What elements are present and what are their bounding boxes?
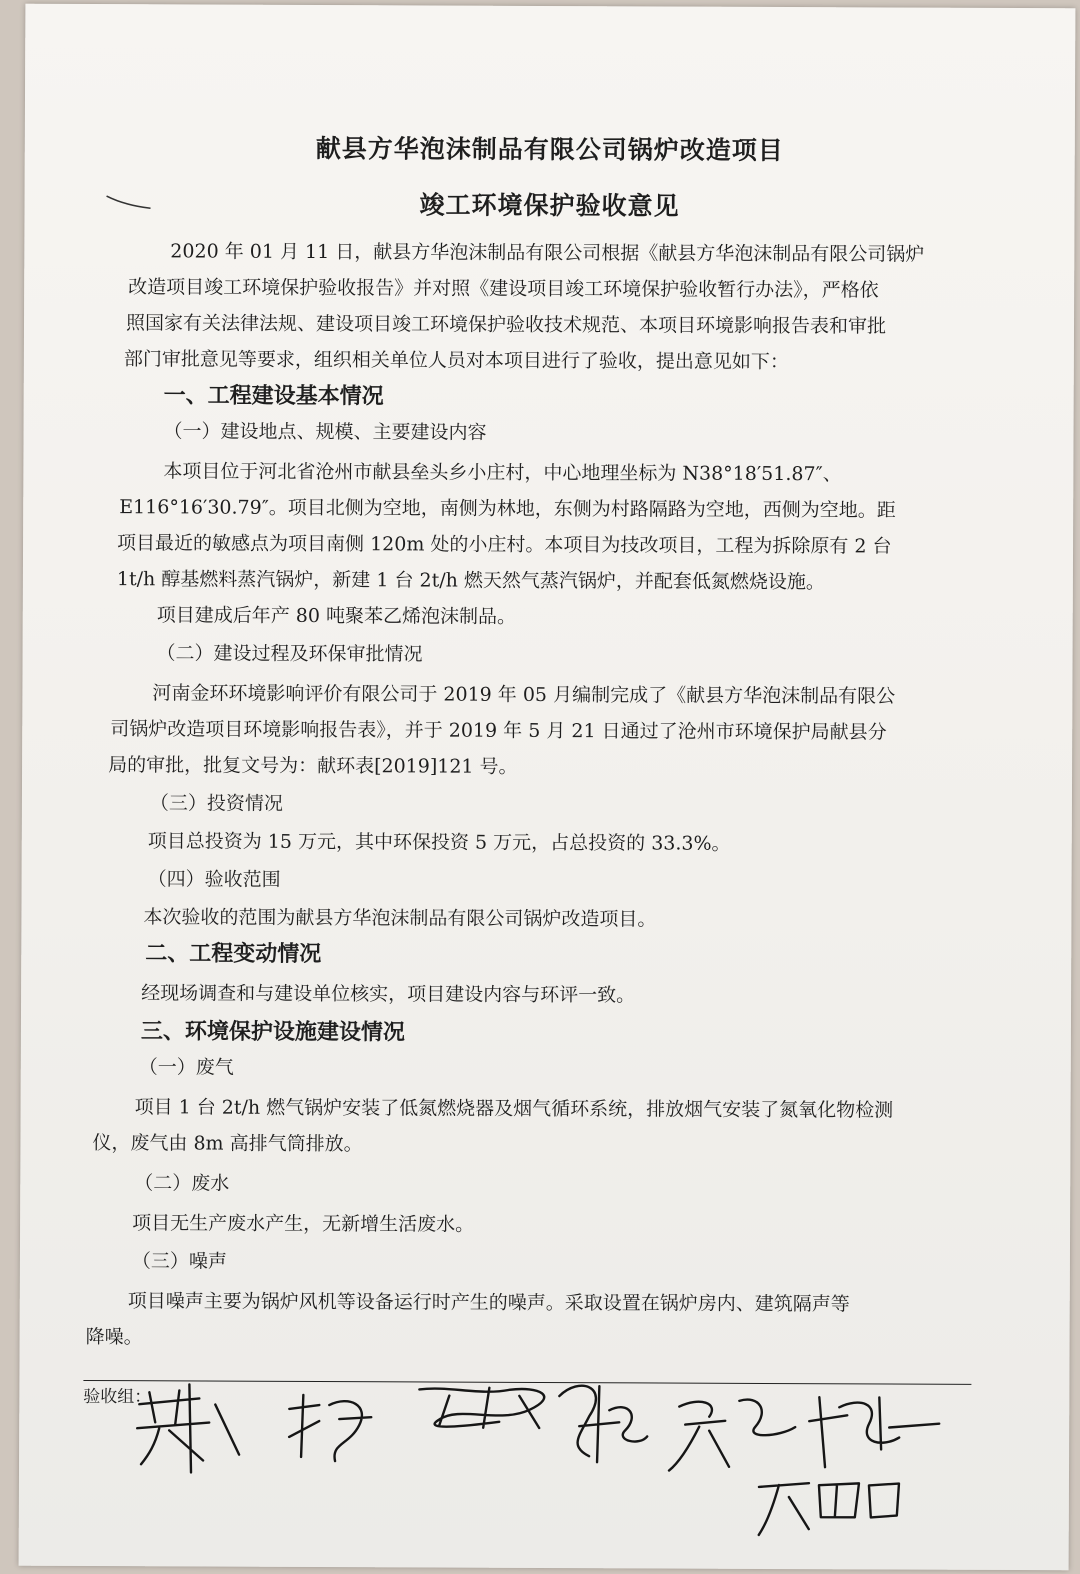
- body-line: 1t/h 醇基燃料蒸汽锅炉，新建 1 台 2t/h 燃天然气蒸汽锅炉，并配套低氮燃烧设施。: [116, 568, 825, 594]
- intro-line: 照国家有关法律法规、建设项目竣工环境保护验收技术规范、本项目环境影响报告表和审批: [125, 312, 887, 338]
- body-line: 本次验收的范围为献县方华泡沫制品有限公司锅炉改造项目。: [143, 906, 657, 931]
- title-line-2: 竣工环境保护验收意见: [419, 190, 680, 221]
- subsection-heading: （一）建设地点、规模、主要建设内容: [163, 420, 487, 444]
- body-line: 降噪。: [85, 1325, 143, 1349]
- subsection-heading: （四）验收范围: [147, 868, 281, 891]
- body-line: 项目噪声主要为锅炉风机等设备运行时产生的噪声。采取设置在锅炉房内、建筑隔声等: [127, 1290, 850, 1316]
- body-line: 项目最近的敏感点为项目南侧 120m 处的小庄村。本项目为技改项目，工程为拆除原有 2 台: [117, 532, 892, 558]
- body-line: 项目建成后年产 80 吨聚苯乙烯泡沫制品。: [156, 604, 517, 628]
- body-line: 项目 1 台 2t/h 燃气锅炉安装了低氮燃烧器及烟气循环系统，排放烟气安装了氮氧化物检测: [134, 1096, 894, 1122]
- intro-line: 改造项目竣工环境保护验收报告》并对照《建设项目竣工环境保护验收暂行办法》，严格依: [128, 276, 879, 302]
- body-line: 河南金环环境影响评价有限公司于 2019 年 05 月编制完成了《献县方华泡沫制品有限公: [152, 682, 896, 708]
- body-line: 司锅炉改造项目环境影响报告表》，并于 2019 年 5 月 21 日通过了沧州市环境保护局献县分: [110, 718, 887, 744]
- signature-label: 验收组：: [83, 1386, 152, 1408]
- body-line: 项目总投资为 15 万元，其中环保投资 5 万元，占总投资的 33.3%。: [147, 830, 731, 855]
- body-line: 局的审批，批复文号为：献环表[2019]121 号。: [108, 754, 518, 778]
- subsection-heading: （二）废水: [134, 1172, 230, 1195]
- body-line: 仪，废气由 8m 高排气筒排放。: [92, 1132, 363, 1156]
- subsection-heading: （二）建设过程及环保审批情况: [156, 642, 423, 666]
- section-heading: 三、环境保护设施建设情况: [140, 1018, 406, 1046]
- document-page: [19, 4, 1076, 1571]
- section-heading: 二、工程变动情况: [145, 940, 322, 968]
- body-line: 项目无生产废水产生，无新增生活废水。: [132, 1212, 475, 1236]
- intro-line: 部门审批意见等要求，组织相关单位人员对本项目进行了验收，提出意见如下：: [123, 348, 789, 374]
- body-line: 本项目位于河北省沧州市献县垒头乡小庄村，中心地理坐标为 N38°18′51.87″、: [163, 460, 842, 486]
- intro-line: 2020 年 01 月 11 日，献县方华泡沫制品有限公司根据《献县方华泡沫制品有限公司锅炉: [170, 240, 925, 266]
- subsection-heading: （三）噪声: [131, 1250, 227, 1273]
- subsection-heading: （一）废气: [138, 1056, 234, 1079]
- title-line-1: 献县方华泡沫制品有限公司锅炉改造项目: [315, 133, 784, 166]
- section-heading: 一、工程建设基本情况: [163, 382, 384, 410]
- subsection-heading: （三）投资情况: [149, 792, 283, 815]
- handwritten-signatures: [119, 1364, 1000, 1558]
- body-line: 经现场调查和与建设单位核实，项目建设内容与环评一致。: [141, 982, 636, 1007]
- body-line: E116°16′30.79″。项目北侧为空地，南侧为林地，东侧为村路隔路为空地，西侧为空地。距: [119, 496, 896, 522]
